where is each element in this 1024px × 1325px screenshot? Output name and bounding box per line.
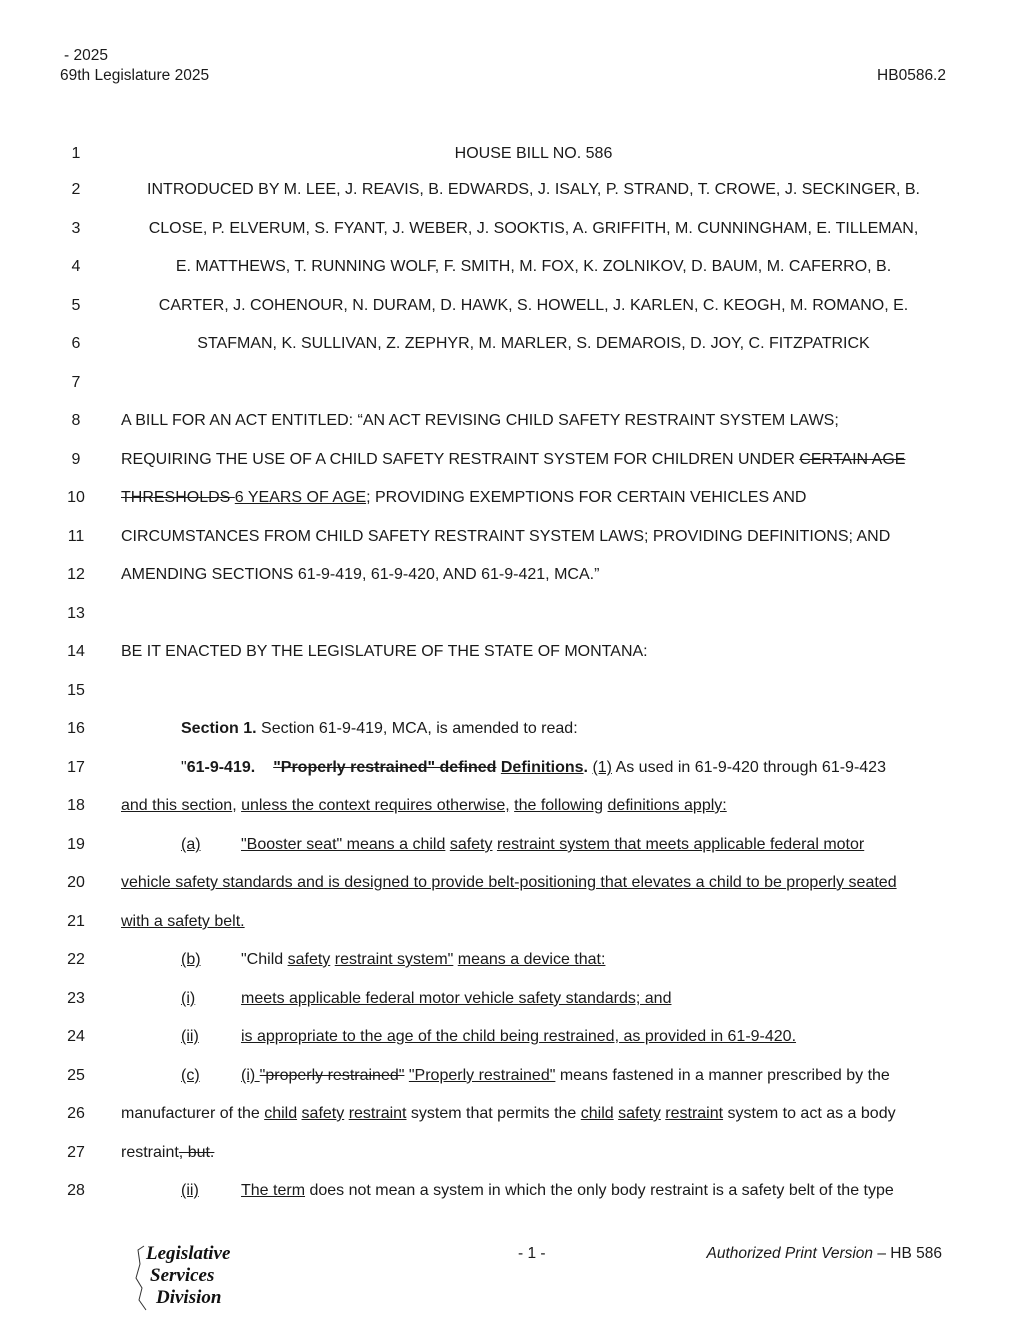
inserted-text: Definitions (500, 759, 584, 776)
line-number: 19 (67, 836, 85, 853)
bill-line (0, 913, 1024, 937)
bill-line (0, 759, 1024, 783)
header-legislature: 69th Legislature 2025 (60, 67, 210, 84)
struck-text: "properly restrained" (259, 1067, 405, 1084)
bill-line (0, 682, 1024, 706)
inserted-text: 6 YEARS OF AGE (234, 489, 367, 506)
sponsors-text: E. MATTHEWS, T. RUNNING WOLF, F. SMITH, M. FOX, K. ZOLNIKOV, D. BAUM, M. CAFERRO, B. (175, 258, 892, 275)
line-number: 11 (67, 528, 85, 545)
header-bill-id: HB0586.2 (877, 67, 946, 84)
inserted-text: (i) (241, 1067, 260, 1084)
bill-line (0, 720, 1024, 744)
act-title-text: A BILL FOR AN ACT ENTITLED: “AN ACT REVISING CHILD SAFETY RESTRAINT SYSTEM LAWS; (121, 412, 839, 429)
inserted-text: unless the context requires otherwise, (241, 797, 510, 814)
authorized-print-label (706, 1245, 942, 1263)
line-number: 26 (67, 1105, 85, 1122)
line-number: 1 (71, 145, 81, 162)
bill-title: HOUSE BILL NO. 586 (454, 145, 613, 162)
logo-text: Division (156, 1287, 222, 1308)
inserted-text: safety (449, 836, 493, 853)
inserted-text: is appropriate to the age of the child being restrained, as provided in 61-9-420. (241, 1028, 797, 1045)
inserted-text: restraint (348, 1105, 407, 1122)
line-number: 20 (67, 874, 85, 891)
section-text (181, 1067, 946, 1085)
inserted-text: definitions apply: (607, 797, 727, 814)
bill-line (0, 1144, 1024, 1168)
sponsors-text: STAFMAN, K. SULLIVAN, Z. ZEPHYR, M. MARLER, S. DEMAROIS, D. JOY, C. FITZPATRICK (197, 335, 870, 352)
bill-line (0, 643, 1024, 667)
inserted-text: with a safety belt. (121, 913, 245, 930)
line-number: 27 (67, 1144, 85, 1161)
line-number: 12 (67, 566, 85, 583)
line-number: 15 (67, 682, 85, 699)
bill-line (0, 1067, 1024, 1091)
sponsors-text: CLOSE, P. ELVERUM, S. FYANT, J. WEBER, J. SOOKTIS, A. GRIFFITH, M. CUNNINGHAM, E. TILLEMAN, (148, 220, 919, 237)
bill-line (0, 335, 1024, 359)
section-text (181, 1182, 946, 1200)
text-run: restraint (121, 1144, 179, 1161)
line-number: 6 (71, 335, 81, 352)
inserted-text: vehicle safety standards and is designed to provide belt-positioning that elevates a child to be properly seated (121, 874, 897, 891)
bill-line (0, 836, 1024, 860)
bill-line (0, 412, 1024, 436)
inserted-text: (b) (181, 951, 201, 968)
line-number: 10 (67, 489, 85, 506)
act-title-text: AMENDING SECTIONS 61-9-419, 61-9-420, AND 61-9-421, MCA.” (121, 566, 600, 583)
section-text (181, 1028, 946, 1046)
bill-line (0, 605, 1024, 629)
inserted-text: (i) (181, 990, 196, 1007)
inserted-text: (c) (181, 1067, 200, 1084)
text-run: means fastened in a manner prescribed by the (555, 1067, 890, 1084)
section-heading (181, 720, 946, 738)
line-number: 7 (71, 374, 81, 391)
text-run: REQUIRING THE USE OF A CHILD SAFETY RESTRAINT SYSTEM FOR CHILDREN UNDER (121, 451, 800, 468)
line-number: 9 (71, 451, 81, 468)
text-run: . (583, 759, 593, 776)
inserted-text: "Properly restrained" (408, 1067, 556, 1084)
inserted-text: means a device that: (457, 951, 606, 968)
line-number: 8 (71, 412, 81, 429)
text-run: , (232, 797, 242, 814)
section-text (121, 1105, 946, 1123)
struck-text: THRESHOLDS (121, 489, 235, 506)
act-title-text (121, 489, 946, 507)
sponsors-text: INTRODUCED BY M. LEE, J. REAVIS, B. EDWARDS, J. ISALY, P. STRAND, T. CROWE, J. SECKINGER, B. (147, 181, 920, 198)
line-number: 23 (67, 990, 85, 1007)
bill-line (0, 374, 1024, 398)
text-run: "Child (241, 951, 284, 968)
inserted-text: safety (301, 1105, 345, 1122)
bill-line (0, 489, 1024, 513)
line-number: 16 (67, 720, 85, 737)
inserted-text: meets applicable federal motor vehicle safety standards; and (241, 990, 672, 1007)
bill-line (0, 451, 1024, 475)
text-run: Section 61-9-419, MCA, is amended to read: (256, 720, 578, 737)
line-number: 25 (67, 1067, 85, 1084)
line-number: 18 (67, 797, 85, 814)
bill-line (0, 220, 1024, 244)
inserted-text: restraint system that meets applicable federal motor (496, 836, 865, 853)
line-number: 5 (71, 297, 81, 314)
inserted-text: safety (287, 951, 331, 968)
legislative-services-logo (134, 1244, 254, 1314)
bill-line (0, 1182, 1024, 1206)
bill-line (0, 797, 1024, 821)
bill-line (0, 181, 1024, 205)
line-number: 21 (67, 913, 85, 930)
enacting-clause: BE IT ENACTED BY THE LEGISLATURE OF THE STATE OF MONTANA: (121, 643, 648, 660)
line-number: 13 (67, 605, 85, 622)
inserted-text: (1) (592, 759, 612, 776)
line-number: 3 (71, 220, 81, 237)
inserted-text: (ii) (181, 1182, 199, 1199)
section-label: Section 1. (181, 720, 257, 737)
struck-text: , but. (178, 1144, 215, 1161)
statute-number: 61-9-419. (186, 759, 256, 776)
section-text (181, 990, 946, 1008)
act-title-text: CIRCUMSTANCES FROM CHILD SAFETY RESTRAINT SYSTEM LAWS; PROVIDING DEFINITIONS; AND (121, 528, 891, 545)
text-run: system that permits the (406, 1105, 581, 1122)
text-run: – HB 586 (873, 1245, 942, 1262)
bill-line (0, 297, 1024, 321)
bill-line (0, 1105, 1024, 1129)
text-run: " (181, 759, 187, 776)
inserted-text: child (580, 1105, 614, 1122)
line-number: 4 (71, 258, 81, 275)
inserted-text: (ii) (181, 1028, 199, 1045)
inserted-text: (a) (181, 836, 201, 853)
bill-line (0, 528, 1024, 552)
sponsors-text: CARTER, J. COHENOUR, N. DURAM, D. HAWK, S. HOWELL, J. KARLEN, C. KEOGH, M. ROMANO, E. (158, 297, 909, 314)
inserted-text: safety (618, 1105, 661, 1122)
logo-text: Legislative (146, 1243, 231, 1264)
bill-line (0, 951, 1024, 975)
text-run: Authorized Print Version (706, 1245, 874, 1262)
line-number: 28 (67, 1182, 85, 1199)
page-number: - 1 - (518, 1245, 546, 1262)
inserted-text: restraint (665, 1105, 724, 1122)
inserted-text: and this section (121, 797, 233, 814)
text-run: manufacturer of the (121, 1105, 265, 1122)
text-run: does not mean a system in which the only body restraint is a safety belt of the type (305, 1182, 894, 1199)
text-run: ; PROVIDING EXEMPTIONS FOR CERTAIN VEHICLES AND (366, 489, 807, 506)
text-run: As used in 61-9-420 through 61-9-423 (612, 759, 886, 776)
section-text (181, 951, 946, 969)
bill-line (0, 874, 1024, 898)
bill-line (0, 990, 1024, 1014)
text-run: system to act as a body (723, 1105, 896, 1122)
bill-line (0, 1028, 1024, 1052)
header-year: - 2025 (64, 47, 108, 64)
line-number: 22 (67, 951, 85, 968)
struck-text: "Properly restrained" defined (273, 759, 497, 776)
act-title-text (121, 451, 946, 469)
line-number: 14 (67, 643, 85, 660)
section-text (181, 836, 946, 854)
bill-line (0, 566, 1024, 590)
line-number: 17 (67, 759, 85, 776)
logo-text: Services (150, 1265, 215, 1286)
section-text (121, 1144, 946, 1162)
inserted-text: The term (241, 1182, 306, 1199)
bill-line (0, 258, 1024, 282)
inserted-text: "Booster seat" means a child (241, 836, 446, 853)
section-text (181, 759, 946, 777)
inserted-text: the following (514, 797, 604, 814)
inserted-text: child (264, 1105, 298, 1122)
inserted-text: restraint system" (334, 951, 454, 968)
line-number: 2 (71, 181, 81, 198)
bill-line (0, 145, 1024, 169)
struck-text: CERTAIN AGE (799, 451, 906, 468)
line-number: 24 (67, 1028, 85, 1045)
section-text (121, 797, 946, 815)
